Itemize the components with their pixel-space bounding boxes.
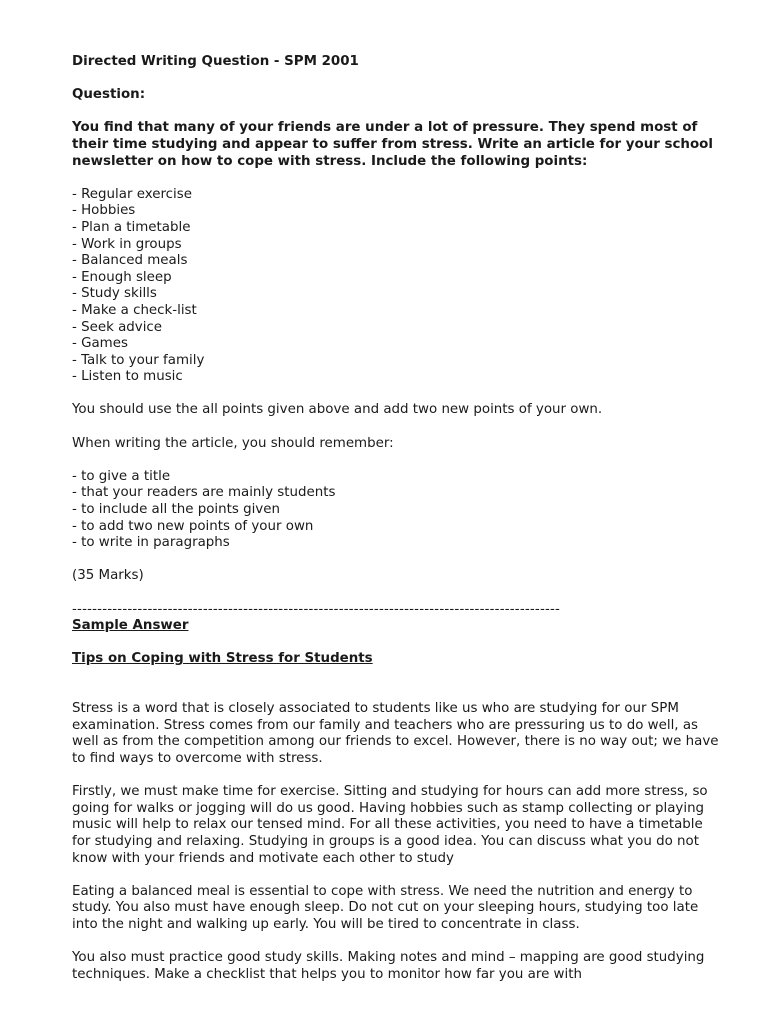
list-item: - that your readers are mainly students — [72, 485, 336, 501]
list-item: - to add two new points of your own — [72, 518, 314, 534]
paragraph: Stress is a word that is closely associated to students like us who are studying for our SPM examination. Stress comes from our family and teachers who are pressuring us to do well, as well as from the competition among our friends to excel. However, there is no way out; we have to find ways to overcome with stress. — [72, 701, 719, 766]
question-label: Question: — [72, 87, 146, 103]
article-title: Tips on Coping with Stress for Students — [72, 651, 373, 667]
list-item: - Listen to music — [72, 369, 183, 385]
document-title: Directed Writing Question - SPM 2001 — [72, 54, 359, 69]
reminders-list — [72, 469, 722, 552]
list-item: - Seek advice — [72, 319, 163, 335]
list-item: - Hobbies — [72, 203, 136, 219]
sample-answer-heading: Sample Answer — [72, 618, 189, 634]
marks-text: (35 Marks) — [72, 568, 144, 584]
list-item: - Games — [72, 336, 128, 352]
points-list — [72, 187, 722, 386]
list-item: - Talk to your family — [72, 352, 205, 368]
list-item: - to include all the points given — [72, 502, 280, 518]
list-item: - to write in paragraphs — [72, 535, 230, 551]
list-item: - Study skills — [72, 286, 157, 302]
list-item: - Balanced meals — [72, 253, 188, 269]
divider-line: ------------------------------------------------------------------------------------------------- — [72, 601, 561, 617]
list-item: - Plan a timetable — [72, 219, 191, 235]
paragraph: You also must practice good study skills. Making notes and mind – mapping are good studying techniques. Make a checklist that helps you to monitor how far you are with — [72, 950, 705, 982]
instruction-text: You should use the all points given above and add two new points of your own. — [72, 402, 603, 418]
reminder-intro: When writing the article, you should remember: — [72, 435, 394, 451]
paragraph: Firstly, we must make time for exercise. Sitting and studying for hours can add more stress, so going for walks or jogging will do us good. Having hobbies such as stamp collecting or playing music will help to relax our tensed mind. For all these activities, you need to have a timetable for studying and relaxing. Studying in groups is a good idea. You can discuss what you do not know with your friends and motivate each other to study — [72, 784, 708, 866]
list-item: - to give a title — [72, 468, 171, 484]
list-item: - Regular exercise — [72, 186, 192, 202]
question-text: You find that many of your friends are under a lot of pressure. They spend most of their time studying and appear to suffer from stress. Write an article for your school newsletter on how to cope with stress. Include the following points: — [72, 120, 713, 169]
list-item: - Enough sleep — [72, 269, 172, 285]
list-item: - Make a check-list — [72, 302, 197, 318]
list-item: - Work in groups — [72, 236, 182, 252]
document-page — [72, 54, 722, 983]
paragraph: Eating a balanced meal is essential to cope with stress. We need the nutrition and energy to study. You also must have enough sleep. Do not cut on your sleeping hours, studying too late into the night and walking up early. You will be tired to concentrate in class. — [72, 883, 699, 932]
